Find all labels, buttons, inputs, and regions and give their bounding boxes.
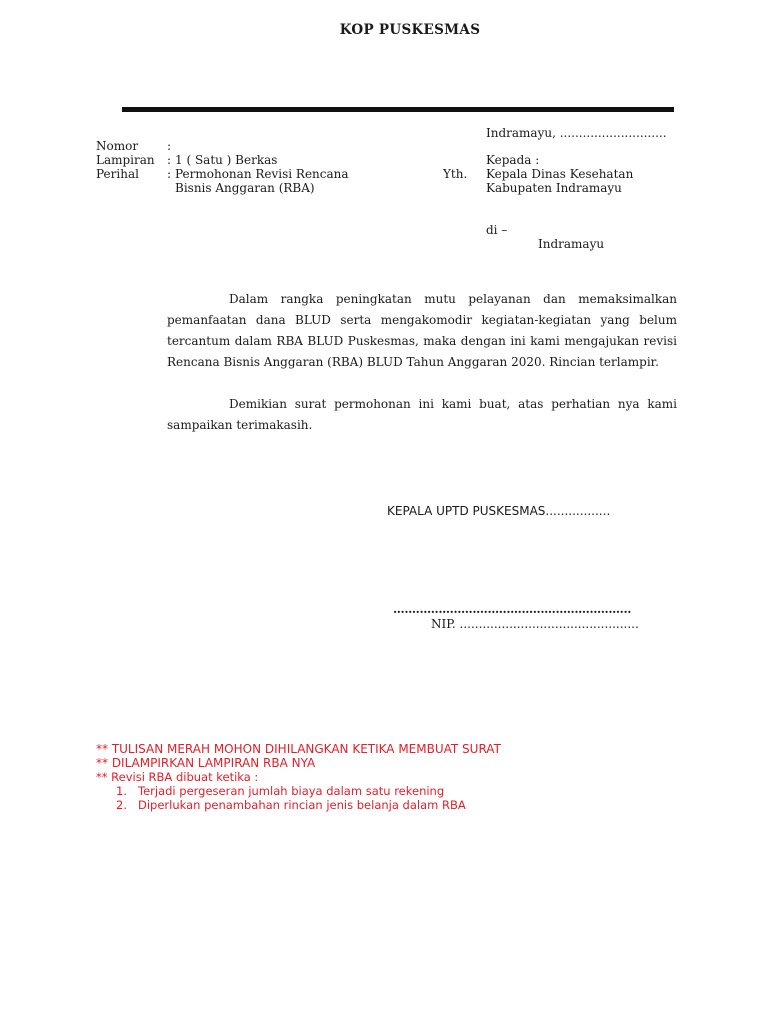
note-item-1-text: Terjadi pergeseran jumlah biaya dalam satu rekening <box>138 784 445 798</box>
place-date: Indramayu, ............................ <box>486 126 667 140</box>
field-perihal-value: Permohonan Revisi Rencana <box>175 167 349 181</box>
body-paragraph-2-text: Demikian surat permohonan ini kami buat, atas perhatian nya kami sampaikan terimakasih. <box>167 397 677 432</box>
body-paragraph-1-text: Dalam rangka peningkatan mutu pelayanan dan memaksimalkan pemanfaatan dana BLUD serta mengakomodir kegiatan-kegiatan yang belum tercantum dalam RBA BLUD Puskesmas, maka dengan ini kami mengajukan revisi Rencana Bisnis Anggaran (RBA) BLUD Tahun Anggaran 2020. Rincian terlampir. <box>167 292 677 369</box>
recipient-di: di – <box>486 223 508 237</box>
signature-nip: NIP. ............................................... <box>431 617 639 631</box>
field-perihal-sep: : <box>167 167 172 181</box>
body-paragraph-1 <box>167 289 677 373</box>
note-line-1: ** TULISAN MERAH MOHON DIHILANGKAN KETIKA MEMBUAT SURAT <box>96 742 501 756</box>
signature-title-dots: ................. <box>545 504 611 518</box>
note-item-2-text: Diperlukan penambahan rincian jenis belanja dalam RBA <box>138 798 466 812</box>
note-line-3: ** Revisi RBA dibuat ketika : <box>96 770 259 784</box>
field-lampiran-value: 1 ( Satu ) Berkas <box>175 153 278 167</box>
field-nomor-label: Nomor <box>96 139 139 153</box>
note-line-2: ** DILAMPIRKAN LAMPIRAN RBA NYA <box>96 756 316 770</box>
body-paragraph-2 <box>167 394 677 436</box>
signature-title <box>387 504 610 518</box>
field-perihal-label: Perihal <box>96 167 139 181</box>
recipient-city: Indramayu <box>538 237 605 251</box>
note-item-2-num: 2. <box>116 798 127 812</box>
field-lampiran-sep: : <box>167 153 172 167</box>
signature-name-line: ............................................................... <box>393 602 631 616</box>
letterhead-title: KOP PUSKESMAS <box>339 22 481 38</box>
recipient-kepada: Kepada : <box>486 153 540 167</box>
field-nomor-sep: : <box>167 139 172 153</box>
recipient-yth: Yth. <box>443 167 468 181</box>
signature-title-text: KEPALA UPTD PUSKESMAS <box>387 504 546 518</box>
note-item-1-num: 1. <box>116 784 127 798</box>
recipient-line2: Kabupaten Indramayu <box>486 181 622 195</box>
recipient-line1: Kepala Dinas Kesehatan <box>486 167 634 181</box>
field-perihal-continuation: Bisnis Anggaran (RBA) <box>175 181 315 195</box>
field-lampiran-label: Lampiran <box>96 153 155 167</box>
letterhead-divider <box>122 107 674 112</box>
